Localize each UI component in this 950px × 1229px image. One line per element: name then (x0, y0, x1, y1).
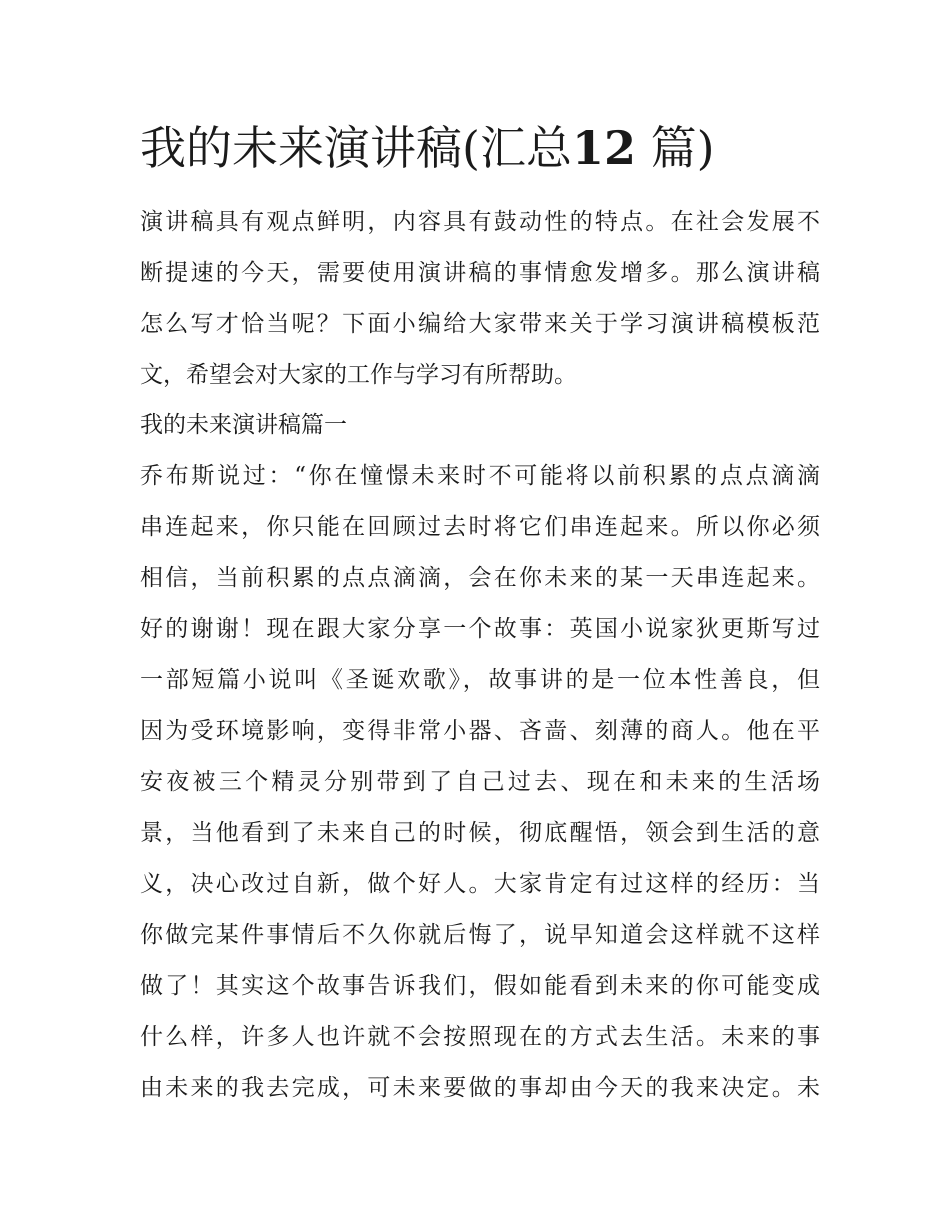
body-line: 由未来的我去完成，可未来要做的事却由今天的我来决定。未 (140, 1075, 820, 1101)
body-line: 相信，当前积累的点点滴滴，会在你未来的某一天串连起来。 (140, 565, 820, 591)
title-suffix: 篇) (650, 121, 715, 175)
section-heading: 我的未来演讲稿篇一 (140, 412, 347, 438)
body-line: 做了！其实这个故事告诉我们，假如能看到未来的你可能变成 (140, 973, 820, 999)
intro-line-4: 文，希望会对大家的工作与学习有所帮助。 (140, 362, 577, 388)
intro-line-2: 断提速的今天，需要使用演讲稿的事情愈发增多。那么演讲稿 (140, 260, 820, 286)
title-number: 12 (571, 121, 636, 175)
body-line: 什么样，许多人也许就不会按照现在的方式去生活。未来的事 (140, 1024, 820, 1050)
body-line: 安夜被三个精灵分别带到了自己过去、现在和未来的生活场 (140, 769, 820, 795)
document-title (140, 118, 820, 178)
body-line: 好的谢谢！现在跟大家分享一个故事：英国小说家狄更斯写过 (140, 616, 820, 642)
intro-line-1: 演讲稿具有观点鲜明，内容具有鼓动性的特点。在社会发展不 (140, 209, 820, 235)
body-line: 串连起来，你只能在回顾过去时将它们串连起来。所以你必须 (140, 514, 820, 540)
intro-line-3: 怎么写才恰当呢？下面小编给大家带来关于学习演讲稿模板范 (140, 311, 820, 337)
body-line: 景，当他看到了未来自己的时候，彻底醒悟，领会到生活的意 (140, 820, 820, 846)
title-text: 我的未来演讲稿(汇总 (140, 121, 572, 175)
body-line: 乔布斯说过：“你在憧憬未来时不可能将以前积累的点点滴滴 (140, 463, 820, 489)
body-line: 你做完某件事情后不久你就后悔了，说早知道会这样就不这样 (140, 922, 820, 948)
body-line: 义，决心改过自新，做个好人。大家肯定有过这样的经历：当 (140, 871, 820, 897)
body-line: 因为受环境影响，变得非常小器、吝啬、刻薄的商人。他在平 (140, 718, 820, 744)
body-line: 一部短篇小说叫《圣诞欢歌》，故事讲的是一位本性善良，但 (140, 667, 820, 693)
